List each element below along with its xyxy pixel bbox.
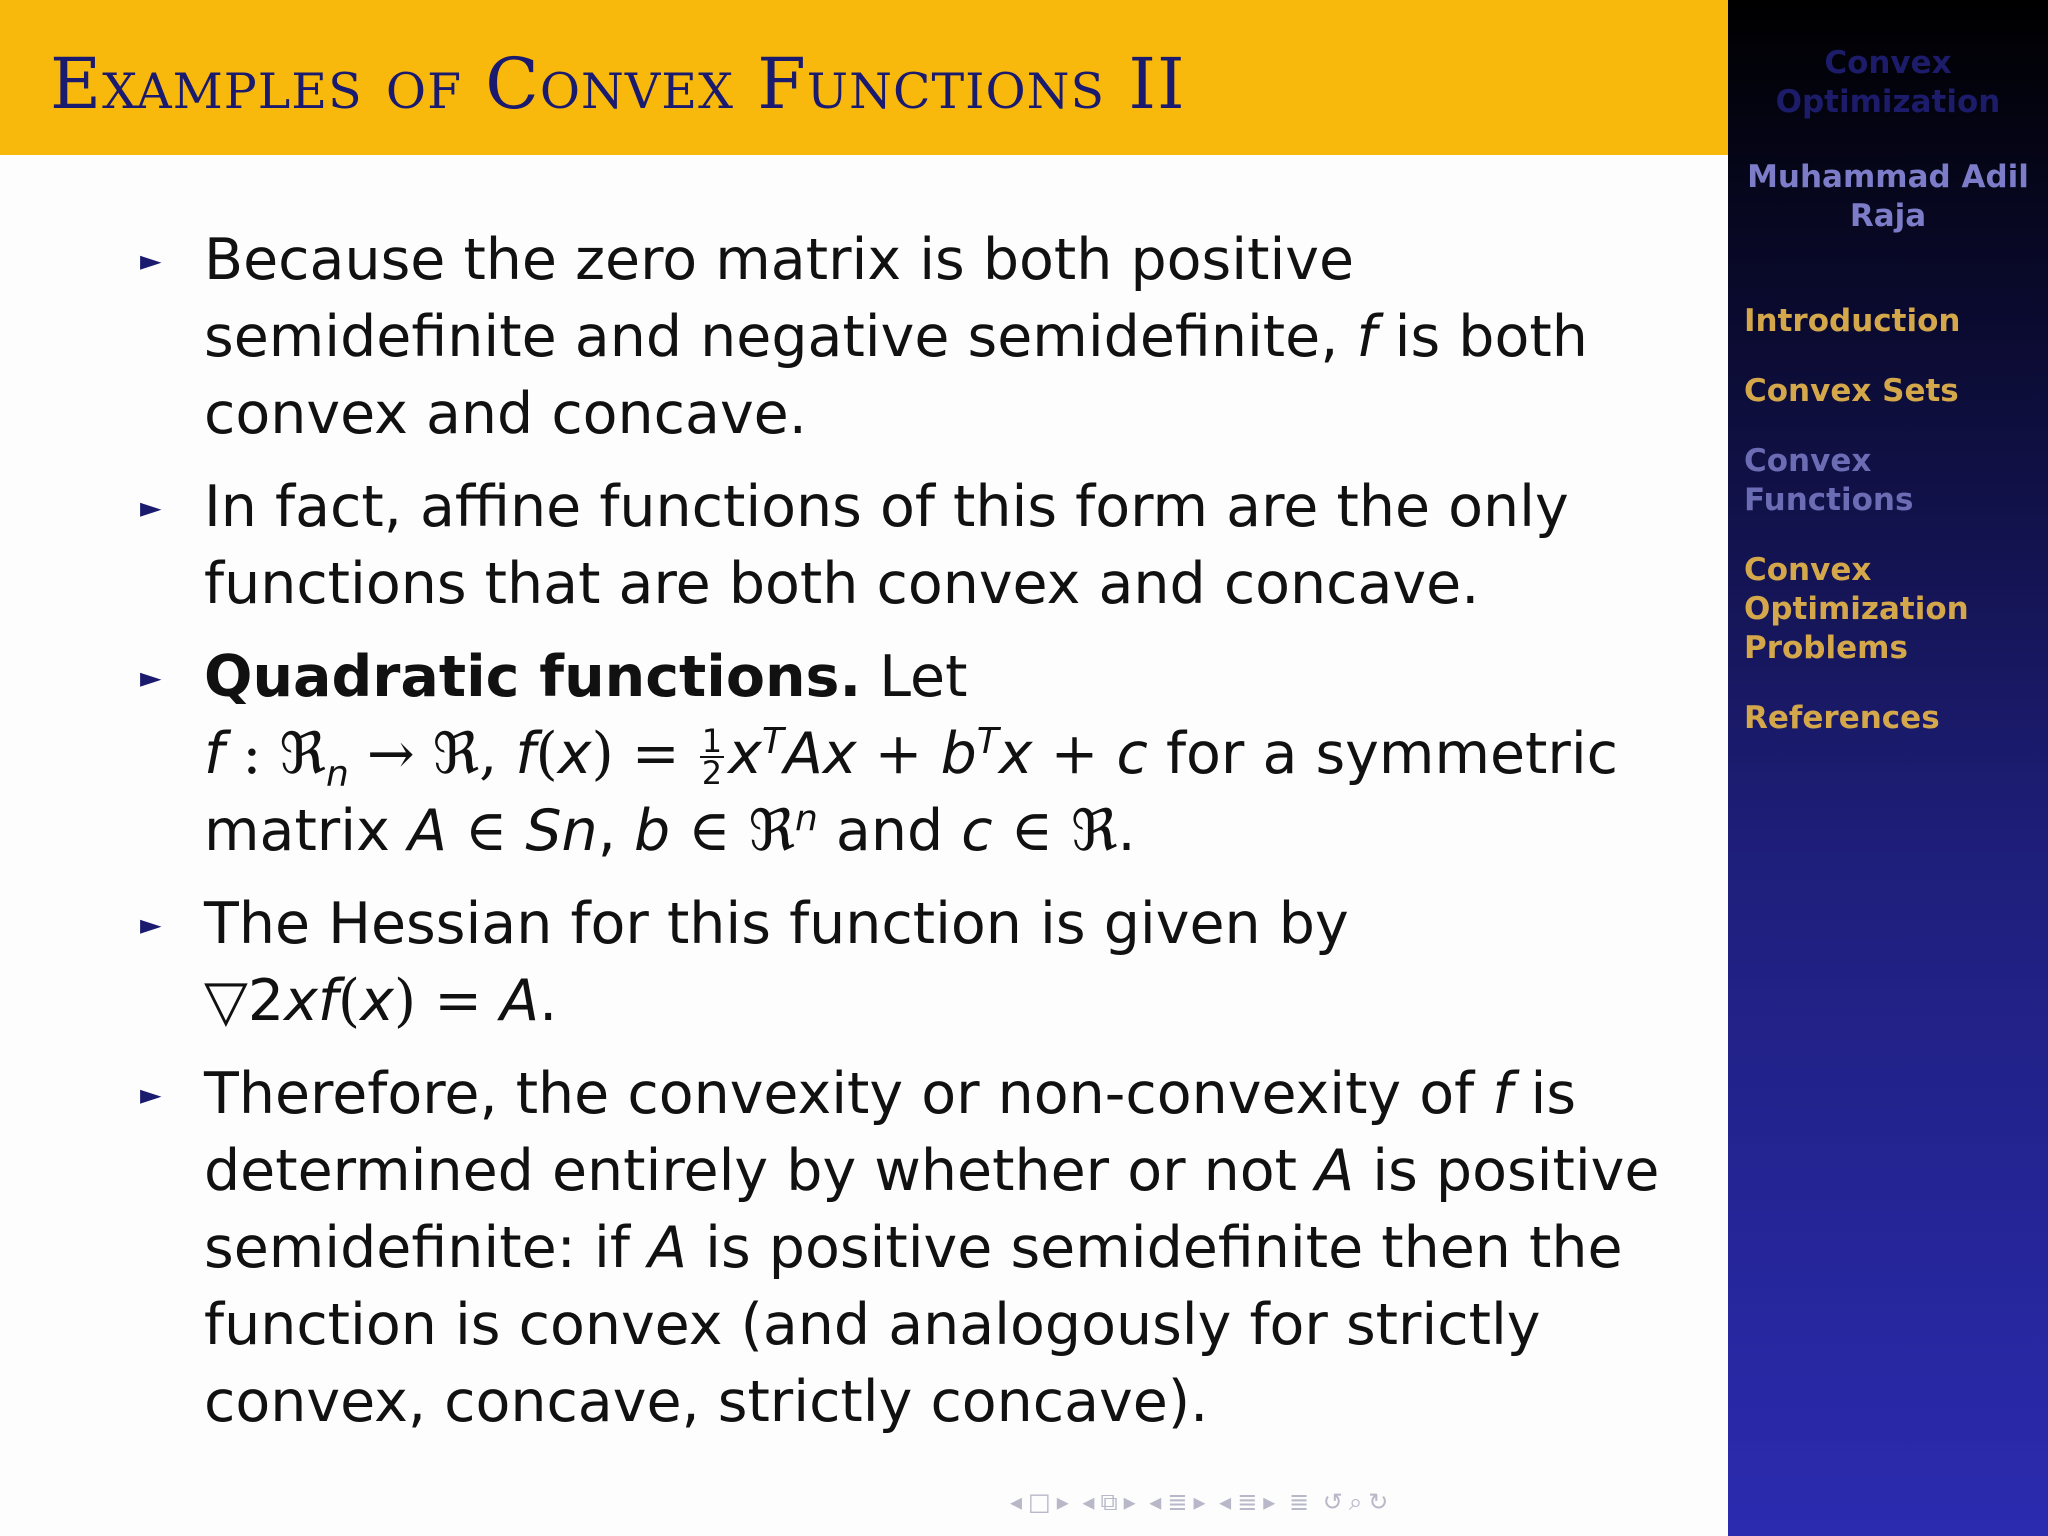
math: x [728,721,762,787]
sidebar-course-title[interactable]: Convex Optimization [1775,45,2001,120]
back-icon[interactable]: ↺ [1322,1488,1343,1516]
text: . [1117,798,1136,864]
fraction-denominator: 2 [701,754,723,793]
sidebar-item-convex-optimization-problems[interactable]: Convex Optimization Problems [1744,552,1969,666]
section-next-icon[interactable]: ▸ [1263,1488,1276,1516]
math: ∈ [670,798,749,864]
bullet-arrow-icon: ► [140,244,162,277]
text: is both convex and concave. [204,304,1588,447]
text: is positive semidefinite: if [204,1138,1660,1281]
math: n [794,798,818,839]
bullet-zero-matrix [130,222,1660,453]
math: ℜ [279,721,326,787]
math-var: A [648,1215,688,1281]
text: Because the zero matrix is both positive semidefinite and negative semidefinite, [204,227,1357,370]
math: b [633,798,671,864]
math: n [325,753,349,795]
sidebar-author[interactable]: Muhammad Adil Raja [1747,159,2029,234]
math: T [976,721,999,762]
sidebar-item-references[interactable]: References [1744,700,1940,736]
section-icon[interactable]: ≣ [1237,1488,1258,1516]
text: The Hessian for this function is given by [204,891,1349,957]
title-bar [0,0,1728,155]
math: + [1032,721,1117,787]
math: c [961,798,993,864]
bullet-arrow-icon: ► [140,491,162,524]
bullet-quadratic [130,639,1660,870]
fraction-numerator: 1 [701,722,723,761]
bullet-arrow-icon: ► [140,661,162,694]
text: , [597,798,634,864]
math: ) [393,968,417,1034]
math: ℜ [748,798,795,864]
math: b [940,721,977,787]
math: = [613,721,698,787]
math: x [360,968,394,1034]
math: , [479,721,516,787]
text: for a symmetric matrix [204,721,1618,864]
bullet-arrow-icon: ► [140,908,162,941]
math: ∈ [992,798,1072,864]
bullet-affine [130,469,1660,623]
bold-heading: Quadratic functions. [204,644,862,710]
math: T [761,721,784,762]
math: ) [591,721,614,787]
text: . [539,968,558,1034]
math-var: A [1315,1138,1355,1204]
math: ( [337,968,361,1034]
math-var: f [1356,304,1377,370]
bullet-arrow-icon: ► [140,1078,162,1111]
sidebar-item-convex-sets[interactable]: Convex Sets [1744,373,1959,409]
frame-icon[interactable]: ⧉ [1100,1488,1118,1516]
sidebar-nav [1744,302,2034,769]
math: xf [284,968,338,1034]
beamer-navigation [1010,1488,1394,1524]
bullet-hessian [130,886,1660,1040]
math: f [204,721,225,787]
fraction [700,722,724,793]
math: ℜ [1071,798,1118,864]
bullet-list [130,222,1660,1457]
bullet-therefore [130,1056,1660,1441]
frame-next-icon[interactable]: ▸ [1123,1488,1136,1516]
text: In fact, affine functions of this form are the only functions that are both convex and concave. [204,474,1569,617]
math: f [515,721,536,787]
math: x [998,721,1033,787]
math: = [416,968,501,1034]
outline-icon[interactable]: ≣ [1288,1488,1310,1516]
text: and [817,798,962,864]
forward-icon[interactable]: ↻ [1368,1488,1389,1516]
math: Sn [525,798,598,864]
sidebar-item-convex-functions[interactable]: Convex Functions [1744,443,1914,518]
sidebar [1728,0,2048,1536]
text: Let [861,644,968,710]
text: is determined entirely by whether or not [204,1061,1577,1204]
math: A [407,798,447,864]
section-prev-icon[interactable]: ◂ [1219,1488,1232,1516]
nabla-icon: ▽ [204,968,248,1034]
frame-prev-icon[interactable]: ◂ [1082,1488,1095,1516]
sidebar-item-introduction[interactable]: Introduction [1744,303,1961,339]
math: → [348,721,433,787]
math: : [224,721,280,787]
math: A [500,968,540,1034]
math: ( [535,721,558,787]
math: Ax [783,721,857,787]
search-icon[interactable]: ⌕ [1348,1488,1363,1516]
math: c [1116,721,1148,787]
text: Therefore, the convexity or non-convexity of [204,1061,1493,1127]
math: + [856,721,941,787]
math: 2 [247,968,285,1034]
math: ∈ [446,798,526,864]
slide-title: Examples of Convex Functions II [50,43,1186,125]
math-var: f [1492,1061,1513,1127]
math: ℜ [432,721,480,787]
slide-icon[interactable]: □ [1028,1488,1051,1516]
text: is positive semidefinite then the function is convex (and analogously for strictly convex, concave, strictly concave). [204,1215,1623,1435]
subsection-icon[interactable]: ≣ [1167,1488,1188,1516]
slide-prev-icon[interactable]: ◂ [1010,1488,1023,1516]
slide-next-icon[interactable]: ▸ [1056,1488,1069,1516]
subsection-next-icon[interactable]: ▸ [1193,1488,1206,1516]
subsection-prev-icon[interactable]: ◂ [1149,1488,1162,1516]
math: x [557,721,592,787]
